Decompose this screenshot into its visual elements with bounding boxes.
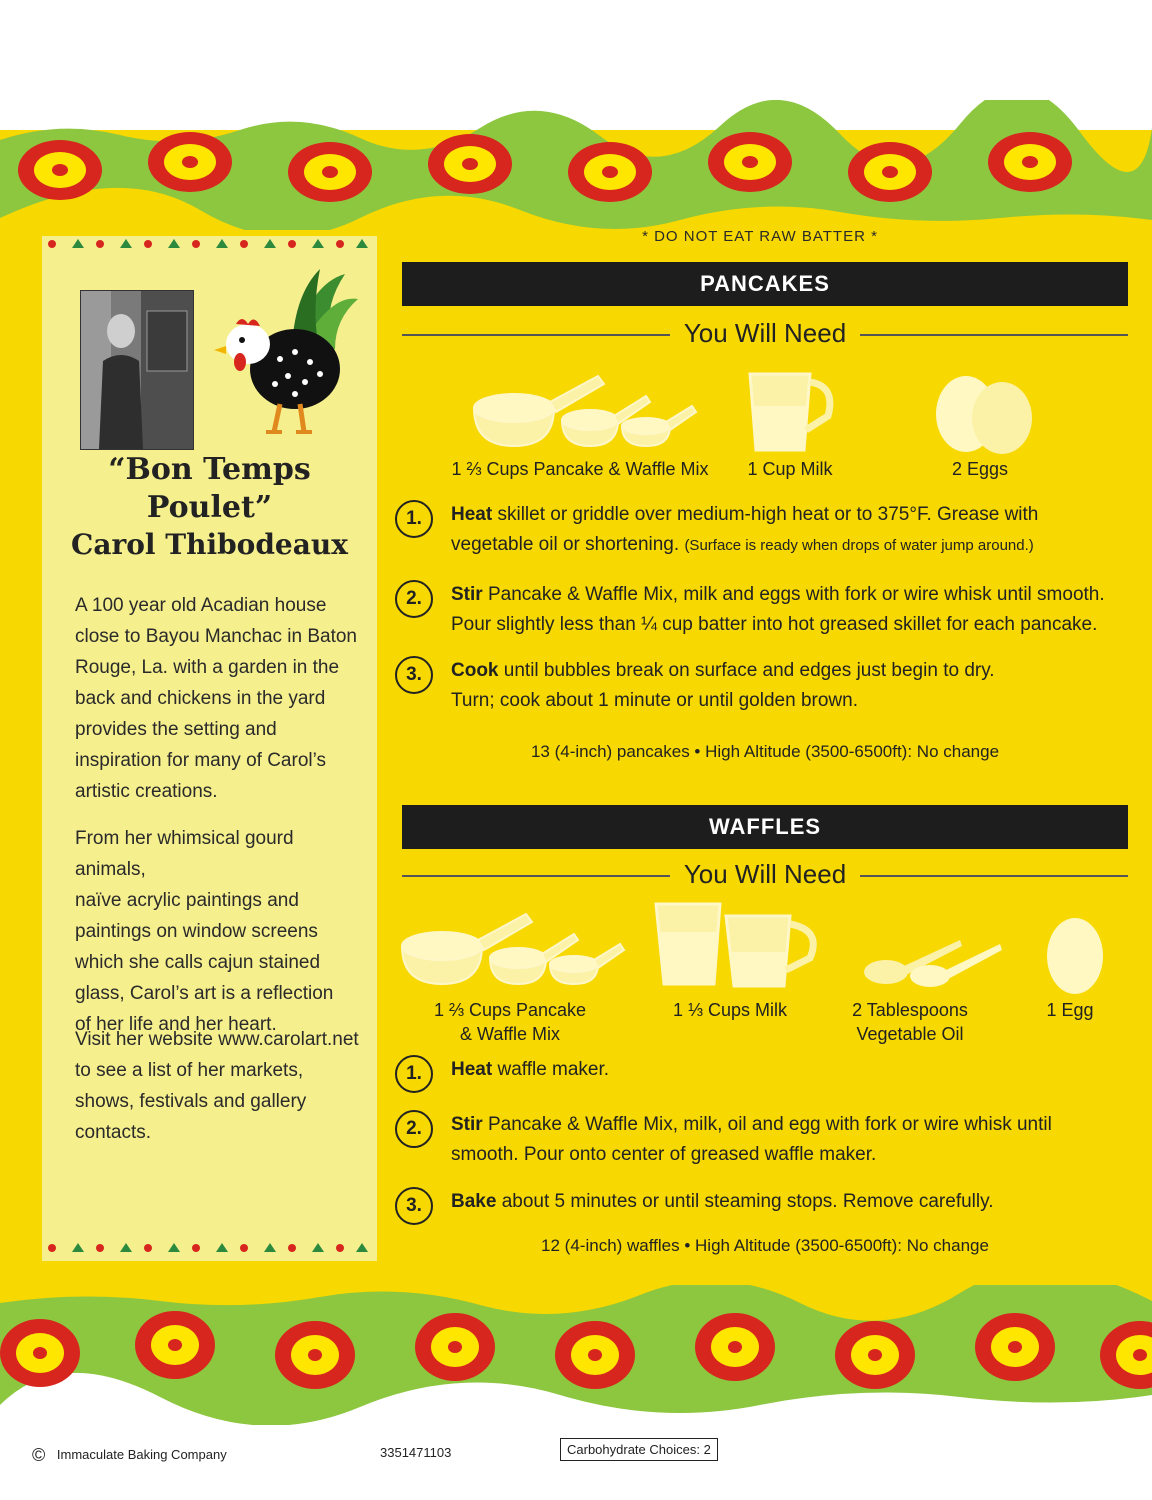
waffles-banner: [402, 805, 1128, 849]
step-line: about 5 minutes or until steaming stops. Remove carefully.: [496, 1191, 994, 1212]
bio-line: A 100 year old Acadian house: [75, 595, 327, 616]
ingredient-line: 1 ⅔ Cups Pancake: [433, 1000, 587, 1020]
product-code: 3351471103: [380, 1445, 452, 1460]
bio-line: provides the setting and: [75, 719, 277, 740]
step-text: [451, 580, 1131, 640]
step-line: Turn; cook about 1 minute or until golden brown.: [451, 690, 858, 711]
rooster-illustration: [200, 264, 360, 434]
artist-bio-paragraph-1: [75, 590, 365, 807]
step-verb: Heat: [451, 1059, 493, 1080]
bio-line: contacts.: [75, 1122, 152, 1143]
bio-line: of her life and her heart.: [75, 1014, 277, 1035]
waffle-step-1: [395, 1055, 1135, 1091]
measuring-cups-icon: [470, 370, 700, 450]
copyright-notice: [32, 1445, 227, 1466]
step-line: Pancake & Waffle Mix, milk, oil and egg with fork or wire whisk until: [482, 1114, 1052, 1135]
step-number-badge: 2.: [395, 580, 433, 618]
you-will-need-heading: You Will Need: [670, 318, 860, 348]
bio-line: Rouge, La. with a garden in the: [75, 657, 340, 678]
bio-line: shows, festivals and gallery: [75, 1091, 307, 1112]
pancakes-banner: [402, 262, 1128, 306]
bio-line: artistic creations.: [75, 781, 218, 802]
step-line: until bubbles break on surface and edges just begin to dry.: [498, 660, 995, 681]
egg-icon: [1040, 910, 1110, 1000]
step-number-badge: 3.: [395, 656, 433, 694]
step-text: [451, 1187, 1131, 1217]
step-text: [451, 500, 1131, 561]
waffles-banner-label: WAFFLES: [708, 814, 822, 839]
artist-photo: [80, 290, 194, 450]
waffles-yield: 12 (4-inch) waffles • High Altitude (3500-6500ft): No change: [541, 1236, 989, 1255]
waffle-step-2: [395, 1110, 1135, 1174]
step-text: [451, 656, 1131, 716]
pancakes-you-will-need: [402, 314, 1128, 354]
measuring-cups-milk-icon: [650, 896, 830, 991]
step-verb: Stir: [451, 1114, 483, 1135]
waffle-step-3: [395, 1187, 1135, 1223]
measuring-cup-milk-icon: [740, 366, 840, 456]
artwork-title-line1: “Bon Temps: [108, 452, 311, 487]
pancakes-yield: 13 (4-inch) pancakes • High Altitude (3500-6500ft): No change: [530, 742, 1000, 761]
ingredient-line: Vegetable Oil: [856, 1024, 964, 1044]
pancake-step-2: [395, 580, 1135, 644]
ingredient-label: [650, 998, 810, 1022]
bio-line: paintings on window screens: [75, 921, 318, 942]
step-line: waffle maker.: [492, 1059, 610, 1080]
ingredient-line: 2 Tablespoons: [852, 1000, 968, 1020]
artist-bio-paragraph-2: [75, 823, 365, 1040]
step-text: [451, 1055, 1131, 1085]
ingredient-label: [845, 998, 975, 1046]
ingredient-line: & Waffle Mix: [459, 1024, 561, 1044]
ingredient-label: 1 Cup Milk: [747, 459, 833, 479]
bio-line: to see a list of her markets,: [75, 1060, 304, 1081]
step-line: skillet or griddle over medium-high heat or to 375°F. Grease with: [492, 504, 1039, 525]
waffles-you-will-need: [402, 855, 1128, 895]
artwork-title-line2: Poulet”: [146, 490, 273, 525]
step-verb: Cook: [451, 660, 499, 681]
sidebar-deco-strip-bottom: [42, 1240, 377, 1256]
ingredient-label: [1030, 998, 1110, 1022]
bio-line: which she calls cajun stained: [75, 952, 321, 973]
copyright-symbol: ©: [32, 1445, 46, 1465]
decorative-border-bottom: [0, 1285, 1152, 1425]
tablespoons-icon: [860, 920, 1010, 990]
artist-name: Carol Thibodeaux: [71, 528, 348, 561]
sidebar-deco-strip-top: [42, 236, 377, 252]
step-number-badge: 1.: [395, 1055, 433, 1093]
step-number-badge: 3.: [395, 1187, 433, 1225]
ingredient-line: 1 ⅓ Cups Milk: [672, 1000, 788, 1020]
pancakes-banner-label: PANCAKES: [700, 271, 830, 296]
pancake-step-3: [395, 656, 1135, 720]
step-number-badge: 2.: [395, 1110, 433, 1148]
ingredient-label: [410, 998, 610, 1046]
step-note: (Surface is ready when drops of water jump around.): [684, 537, 1034, 554]
step-line: vegetable oil or shortening.: [451, 534, 685, 555]
step-verb: Bake: [451, 1191, 497, 1212]
eggs-icon: [930, 368, 1040, 458]
step-line: Pancake & Waffle Mix, milk and eggs with fork or wire whisk until smooth.: [482, 584, 1105, 605]
carbohydrate-choices-box: Carbohydrate Choices: 2: [560, 1438, 718, 1461]
you-will-need-heading: You Will Need: [670, 859, 860, 889]
ingredient-label: 1 ⅔ Cups Pancake & Waffle Mix: [451, 459, 709, 479]
step-text: [451, 1110, 1131, 1170]
measuring-cups-icon: [398, 906, 628, 988]
bio-line: inspiration for many of Carol’s: [75, 750, 326, 771]
bio-line: back and chickens in the yard: [75, 688, 326, 709]
bio-line: From her whimsical gourd animals,: [75, 828, 294, 880]
step-number-badge: 1.: [395, 500, 433, 538]
bio-line: close to Bayou Manchac in Baton: [75, 626, 358, 647]
decorative-border-top: [0, 100, 1152, 230]
bio-line: Visit her website www.carolart.net: [75, 1029, 359, 1050]
step-verb: Heat: [451, 504, 493, 525]
raw-batter-warning: * DO NOT EAT RAW BATTER *: [642, 228, 878, 245]
artist-website-paragraph: [75, 1024, 365, 1148]
step-line: smooth. Pour onto center of greased waffle maker.: [451, 1144, 877, 1165]
bio-line: naïve acrylic paintings and: [75, 890, 299, 911]
ingredient-line: 1 Egg: [1046, 1000, 1094, 1020]
pancake-step-1: [395, 500, 1135, 564]
company-name: Immaculate Baking Company: [56, 1447, 227, 1462]
ingredient-label: 2 Eggs: [951, 459, 1009, 479]
step-verb: Stir: [451, 584, 483, 605]
step-line: Pour slightly less than ¼ cup batter into hot greased skillet for each pancake.: [451, 614, 1098, 635]
bio-line: glass, Carol’s art is a reflection: [75, 983, 334, 1004]
